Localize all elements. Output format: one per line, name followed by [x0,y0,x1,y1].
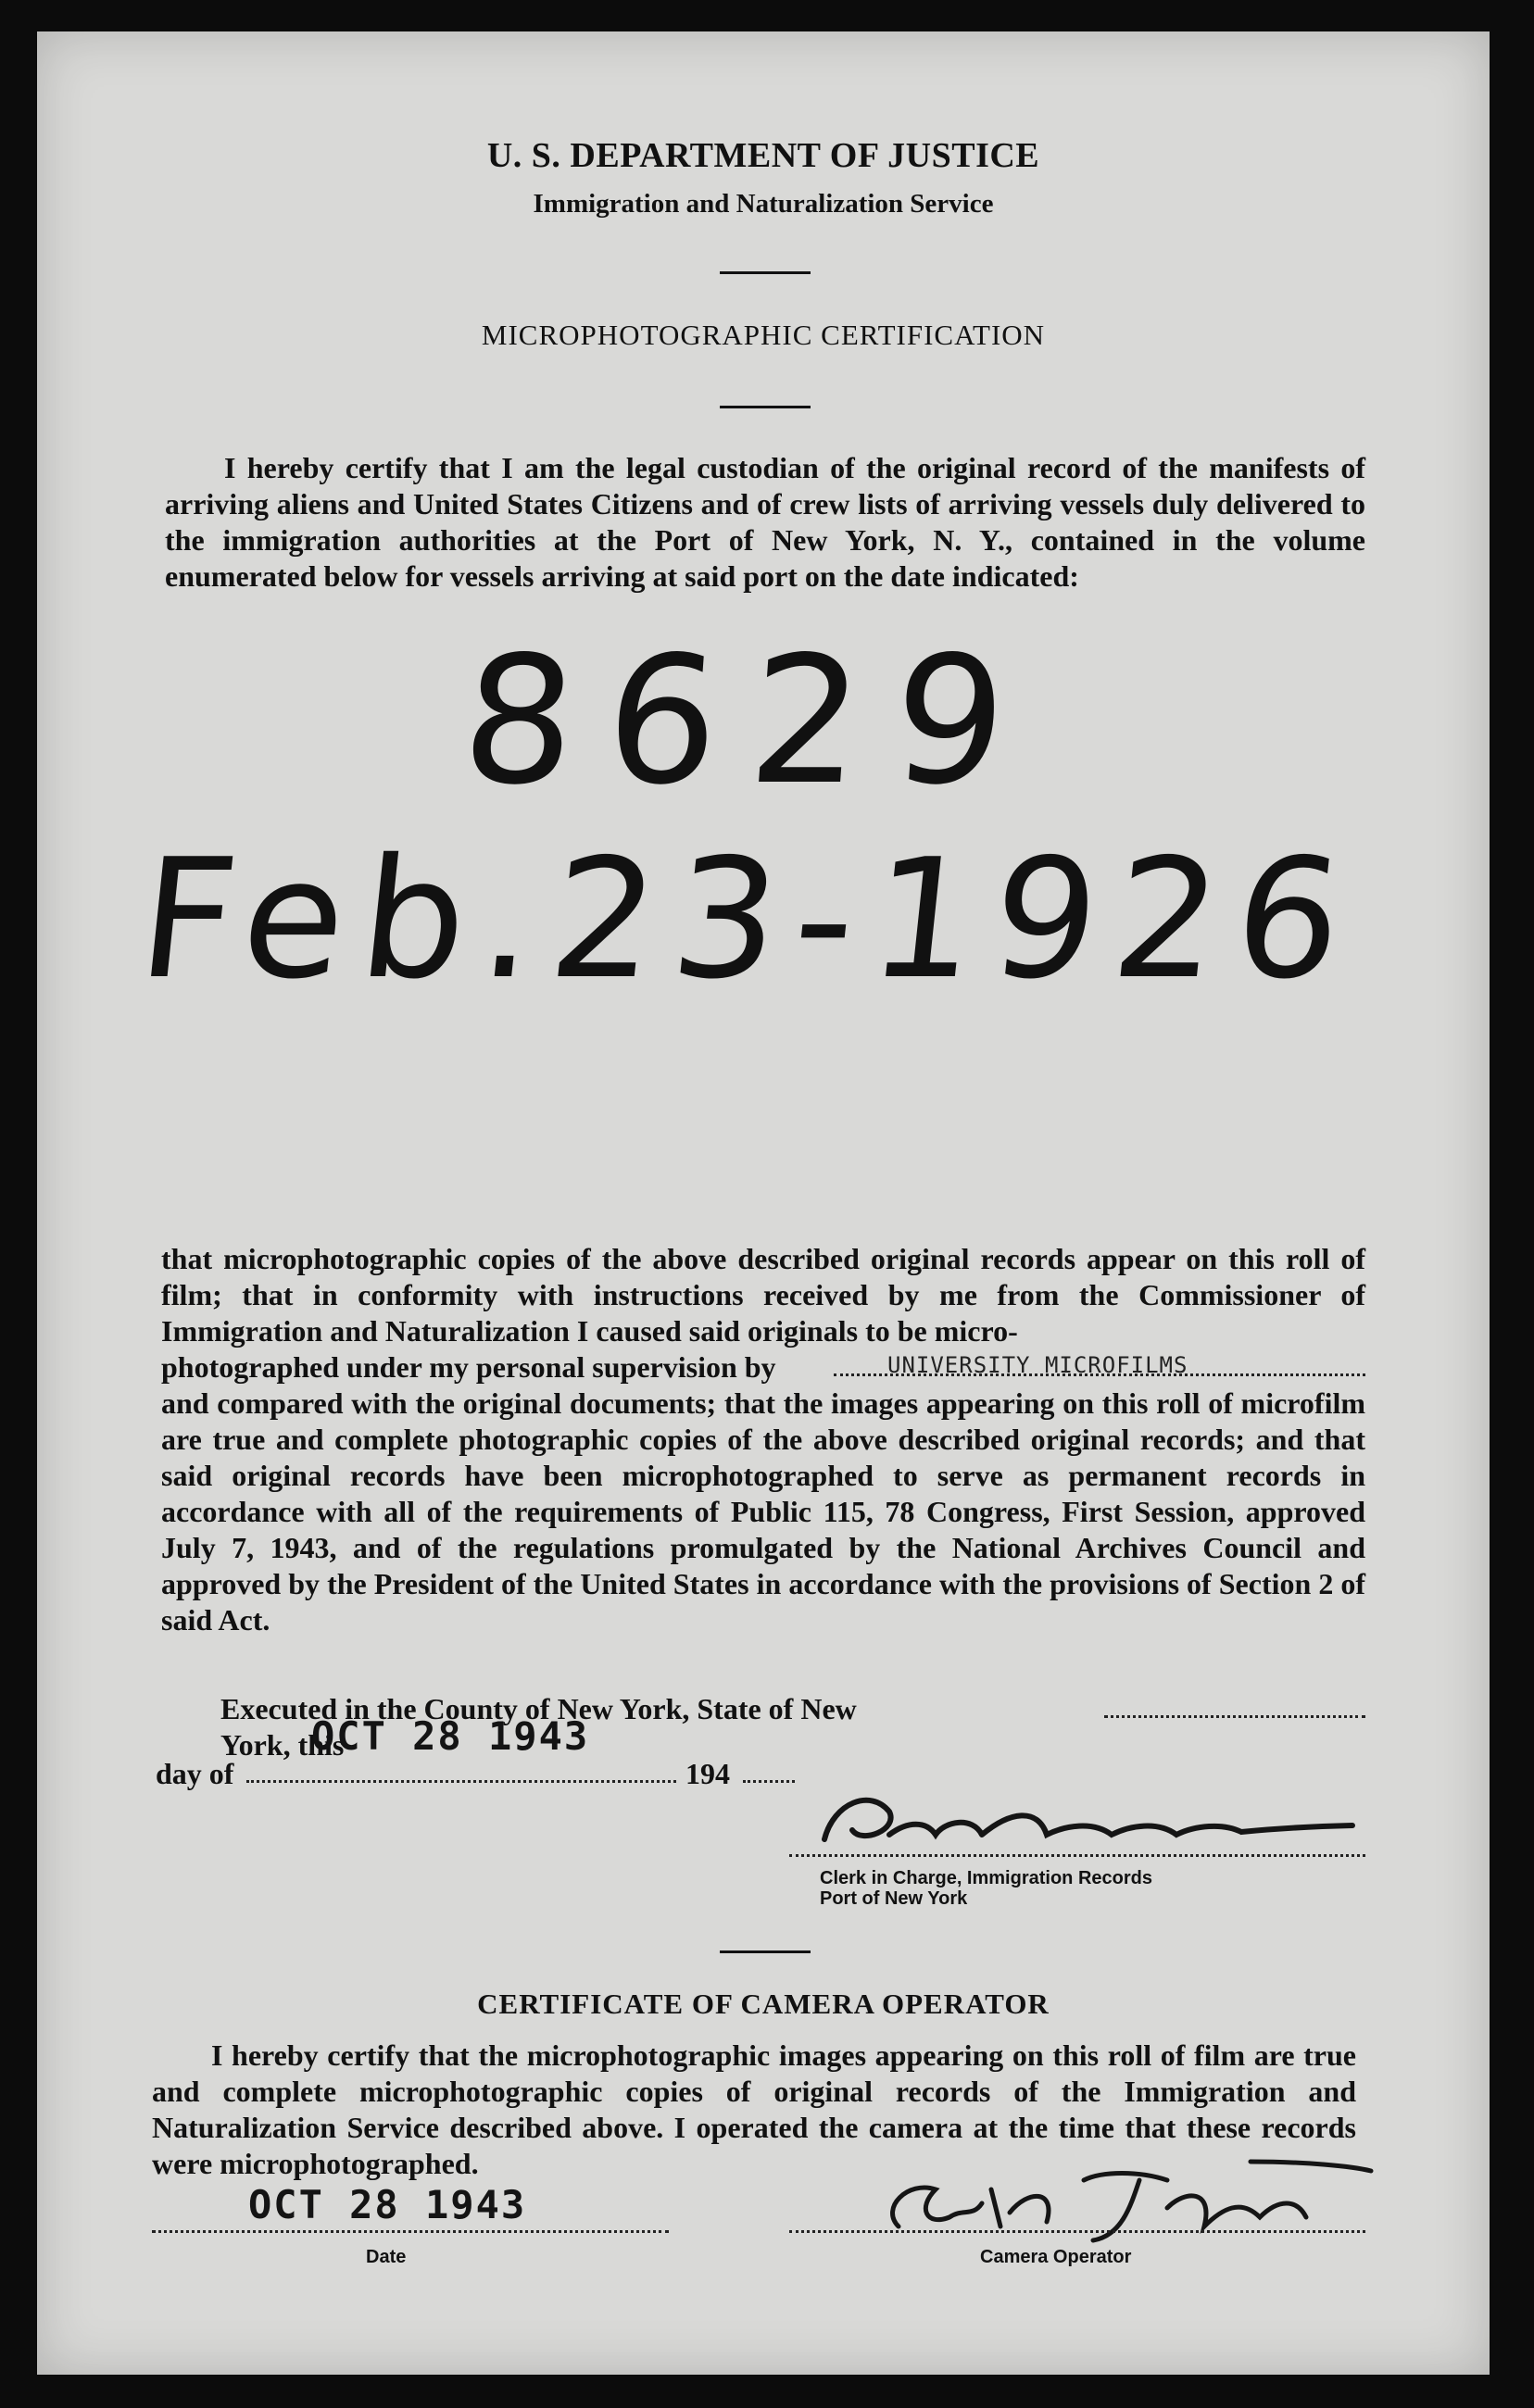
divider [720,271,811,274]
body-paragraph-rest: and compared with the original documents; that the images appearing on this roll of microfilm are true and complete photographic copies of the above described original records; and that said original records have been microphotographed to serve as permanent records in accordance with all of the requirements of Public 115, 78 Congress, First Session, approved July 7, 1943, and of the regulations promulgated by the National Archives Council and approved by the President of the United States in accordance with the provisions of Section 2 of said Act. [161,1386,1365,1637]
typed-company-name: UNIVERSITY MICROFILMS [887,1352,1188,1378]
clerk-date-stamp: OCT 28 1943 [311,1713,590,1759]
certificate-sheet [37,31,1490,2375]
clerk-port: Port of New York [820,1888,968,1909]
clerk-signature [797,1784,1371,1858]
supervision-line: photographed under my personal supervision by [161,1350,776,1384]
camera-operator-signature [861,2152,1380,2254]
executed-line: Executed in the County of New York, State of New York, this [220,1692,857,1762]
date-label: Date [366,2247,407,2267]
handwritten-volume-number: 8629 [456,619,1045,823]
camera-operator-label: Camera Operator [980,2247,1132,2267]
camera-certificate-text: I hereby certify that the microphotographic images appearing on this roll of film are true and complete microphotographic copies of original records of the Immigration and Naturalization Service described above. I operated the camera at the time that these records were microphotographed. [152,2038,1356,2180]
date-line [152,2230,669,2233]
clerk-signature-line [789,1854,1365,1857]
camera-date-stamp: OCT 28 1943 [248,2182,527,2227]
intro-paragraph: I hereby certify that I am the legal custodian of the original record of the manifests of arriving aliens and United States Citizens and of crew lists of arriving vessels duly delivered to the immigration authorities at the Port of New York, N. Y., contained in the volume enumerated below for vessels arriving at said port on the date indicated: [165,451,1365,593]
body-paragraph-start: that microphotographic copies of the above described original records appear on this roll of film; that in conformity with instructions received by me from the Commissioner of Immigration and Naturalization I caused said originals to be micro- [161,1242,1365,1348]
divider [720,406,811,408]
divider [720,1950,811,1953]
executed-blank [1104,1715,1365,1718]
camera-certificate-title: CERTIFICATE OF CAMERA OPERATOR [477,1988,1050,2020]
day-of-blank [246,1780,676,1783]
clerk-title: Clerk in Charge, Immigration Records [820,1868,1152,1888]
day-of-label: day of [156,1757,234,1790]
operator-signature-line [789,2230,1365,2233]
year-prefix: 194 [685,1757,730,1790]
department-title: U. S. DEPARTMENT OF JUSTICE [486,136,1040,175]
certification-title: MICROPHOTOGRAPHIC CERTIFICATION [481,319,1046,351]
year-blank [743,1780,795,1783]
service-subtitle: Immigration and Naturalization Service [533,189,994,219]
handwritten-arrival-date: Feb.23-1926 [131,823,1368,1015]
